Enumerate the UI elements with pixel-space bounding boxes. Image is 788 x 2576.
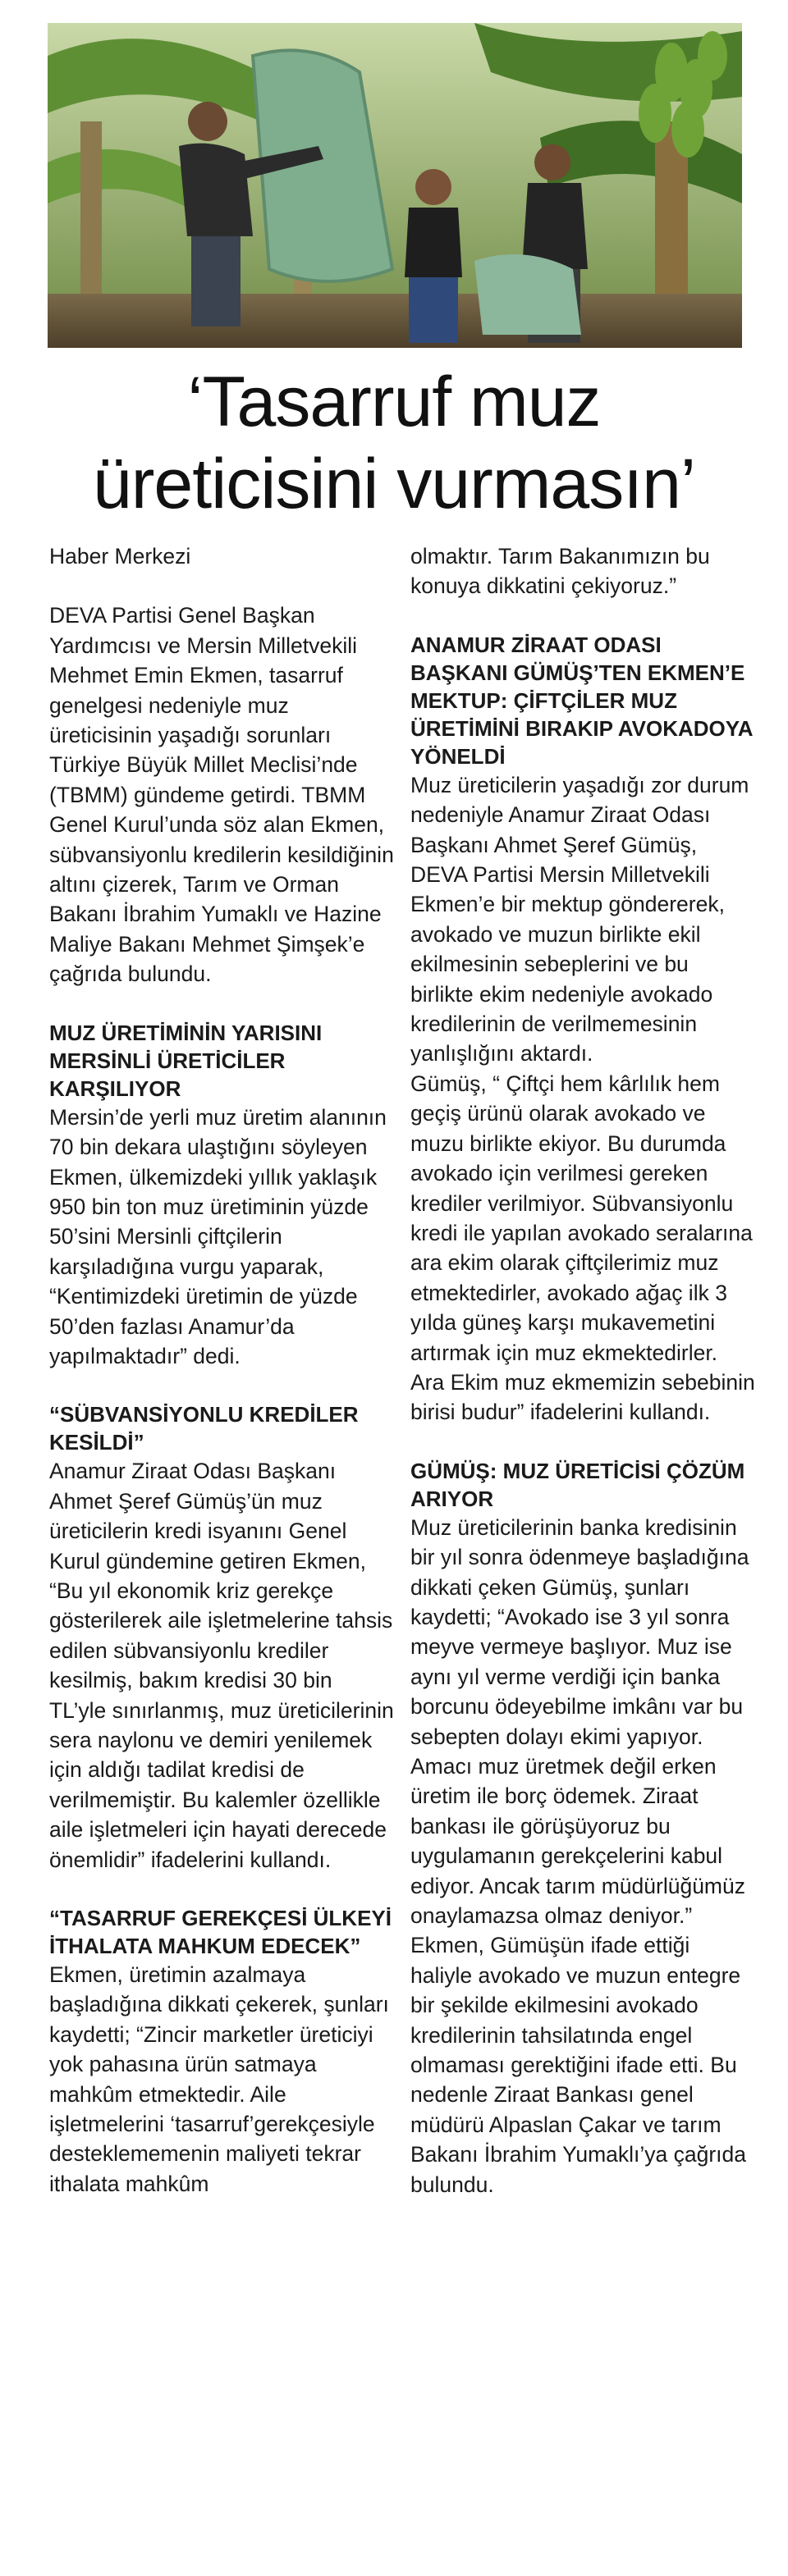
headline — [33, 361, 755, 525]
byline: Haber Merkezi — [49, 544, 191, 569]
intro-paragraph: DEVA Partisi Genel Başkan Yardımcısı ve Mersin Milletvekili Mehmet Emin Ekmen, tasarruf genelgesi nedeniyle muz üreticisinin yaşadığı sorunları Türkiye Büyük Millet Meclisi’nde (TBMM) gündeme getirdi. TBMM Genel Kurul’unda söz alan Ekmen, sübvansiyonlu kredilerin kesildiğinin altını çizerek, Tarım ve Orman Bakanı İbrahim Yumaklı ve Hazine Maliye Bakanı Mehmet Şimşek’e çağrıda bulundu. — [49, 603, 394, 987]
subheading-4: ANAMUR ZİRAAT ODASI BAŞKANI GÜMÜŞ’TEN EKMEN’E MEKTUP: ÇİFTÇİLER MUZ ÜRETİMİNİ BIRAKIP AVOKADOYA YÖNELDİ — [410, 632, 753, 769]
continued-paragraph: olmaktır. Tarım Bakanımızın bu konuya dikkatini çekiyoruz.” — [410, 544, 710, 599]
paragraph-1: Mersin’de yerli muz üretim alanının 70 bin dekara ulaştığını söyleyen Ekmen, ülkemizdeki yıllık yaklaşık 950 bin ton muz üretiminin yüzde 50’sini Mersinli çiftçilerin karşıladığına vurgu yaparak, “Kentimizdeki üretimin de yüzde 50’den fazlası Anamur’da yapılmaktadır” dedi. — [49, 1104, 387, 1368]
paragraph-2: Anamur Ziraat Odası Başkanı Ahmet Şeref Gümüş’ün muz üreticilerin kredi isyanını Genel Kurul gündemine getiren Ekmen, “Bu yıl ekonomik kriz gerekçe gösterilerek aile işletmelerine tahsis edilen sübvansiyonlu krediler kesilmiş, bakım kredisi 30 bin TL’yle sınırlanmış, muz üreticilerinin sera naylonu ve demiri yenilemek için aldığı tadilat kredisi de verilmemiştir. Bu kalemler özellikle aile işletmeleri için hayati derecede önemlidir” ifadelerini kullandı. — [49, 1459, 394, 1872]
photo-illustration — [48, 23, 742, 348]
headline-line-1: ‘Tasarruf muz — [187, 363, 601, 441]
subheading-1: MUZ ÜRETİMİNİN YARISINI MERSİNLİ ÜRETİCİLER KARŞILIYOR — [49, 1020, 323, 1101]
subheading-3: “TASARRUF GEREKÇESİ ÜLKEYİ İTHALATA MAHKUM EDECEK” — [49, 1906, 392, 1959]
left-column — [49, 541, 394, 2199]
subheading-5: GÜMÜŞ: MUZ ÜRETİCİSİ ÇÖZÜM ARIYOR — [410, 1458, 745, 1511]
banana-farm-photo — [48, 23, 742, 348]
paragraph-6: Muz üreticilerinin banka kredisinin bir yıl sonra ödenmeye başladığına dikkati çeken Gümüş, şunları kaydetti; “Avokado ise 3 yıl sonra meyve vermeye başlıyor. Muz ise aynı yıl verme verdiği için banka borcunu ödeyebilme imkânı var bu sebepten dolayı ekimi yapıyor. Amacı muz üretmek değil erken üretim ile borç ödemek. Ziraat bankası ile görüşüyoruz bu uygulamanın gerekçelerini kabul ediyor. Ancak tarım müdürlüğümüz onaylamazsa olmaz deniyor.” Ekmen, Gümüşün ifade ettiği haliyle avokado ve muzun entegre bir şekilde ekilmesini avokado kredilerinin tahsilatında engel olmaması gerektiğini ifade etti. Bu nedenle Ziraat Bankası genel müdürü Alpaslan Çakar ve tarım Bakanı İbrahim Yumaklı’ya çağrıda bulundu. — [410, 1514, 749, 2197]
subheading-2: “SÜBVANSİYONLU KREDİLER KESİLDİ” — [49, 1402, 359, 1455]
right-column — [410, 541, 755, 2199]
headline-line-2: üreticisini vurmasın’ — [92, 445, 696, 523]
paragraph-3: Ekmen, üretimin azalmaya başladığına dikkati çekerek, şunları kaydetti; “Zincir marketler üreticiyi yok pahasına ürün satmaya mahkûm etmektedir. Aile işletmelerini ‘tasarruf’gerekçesiyle desteklememenin maliyeti tekrar ithalata mahkûm — [49, 1962, 389, 2196]
paragraph-5: Gümüş, “ Çiftçi hem kârlılık hem geçiş ürünü olarak avokado ve muzu birlikte ekiyor. Bu durumda avokado için verilmesi gereken krediler verilmiyor. Sübvansiyonlu kredi ile yapılan avokado seralarına ara ekim olarak çiftçilerimiz muz etmektedirler, avokado ağaç ilk 3 yılda güneş karşı mukavemetini artırmak için muz ekmektedirler. Ara Ekim muz ekmemizin sebebinin birisi budur” ifadelerini kullandı. — [410, 1071, 755, 1425]
paragraph-4: Muz üreticilerin yaşadığı zor durum nedeniyle Anamur Ziraat Odası Başkanı Ahmet Şeref Gümüş, DEVA Partisi Mersin Milletvekili Ekmen’e bir mektup göndererek, avokado ve muzun birlikte ekil ekilmesinin sebeplerini ve bu birlikte ekim nedeniyle avokado kredilerinin de verilmemesinin yanlışlığını aktardı. — [410, 772, 749, 1066]
